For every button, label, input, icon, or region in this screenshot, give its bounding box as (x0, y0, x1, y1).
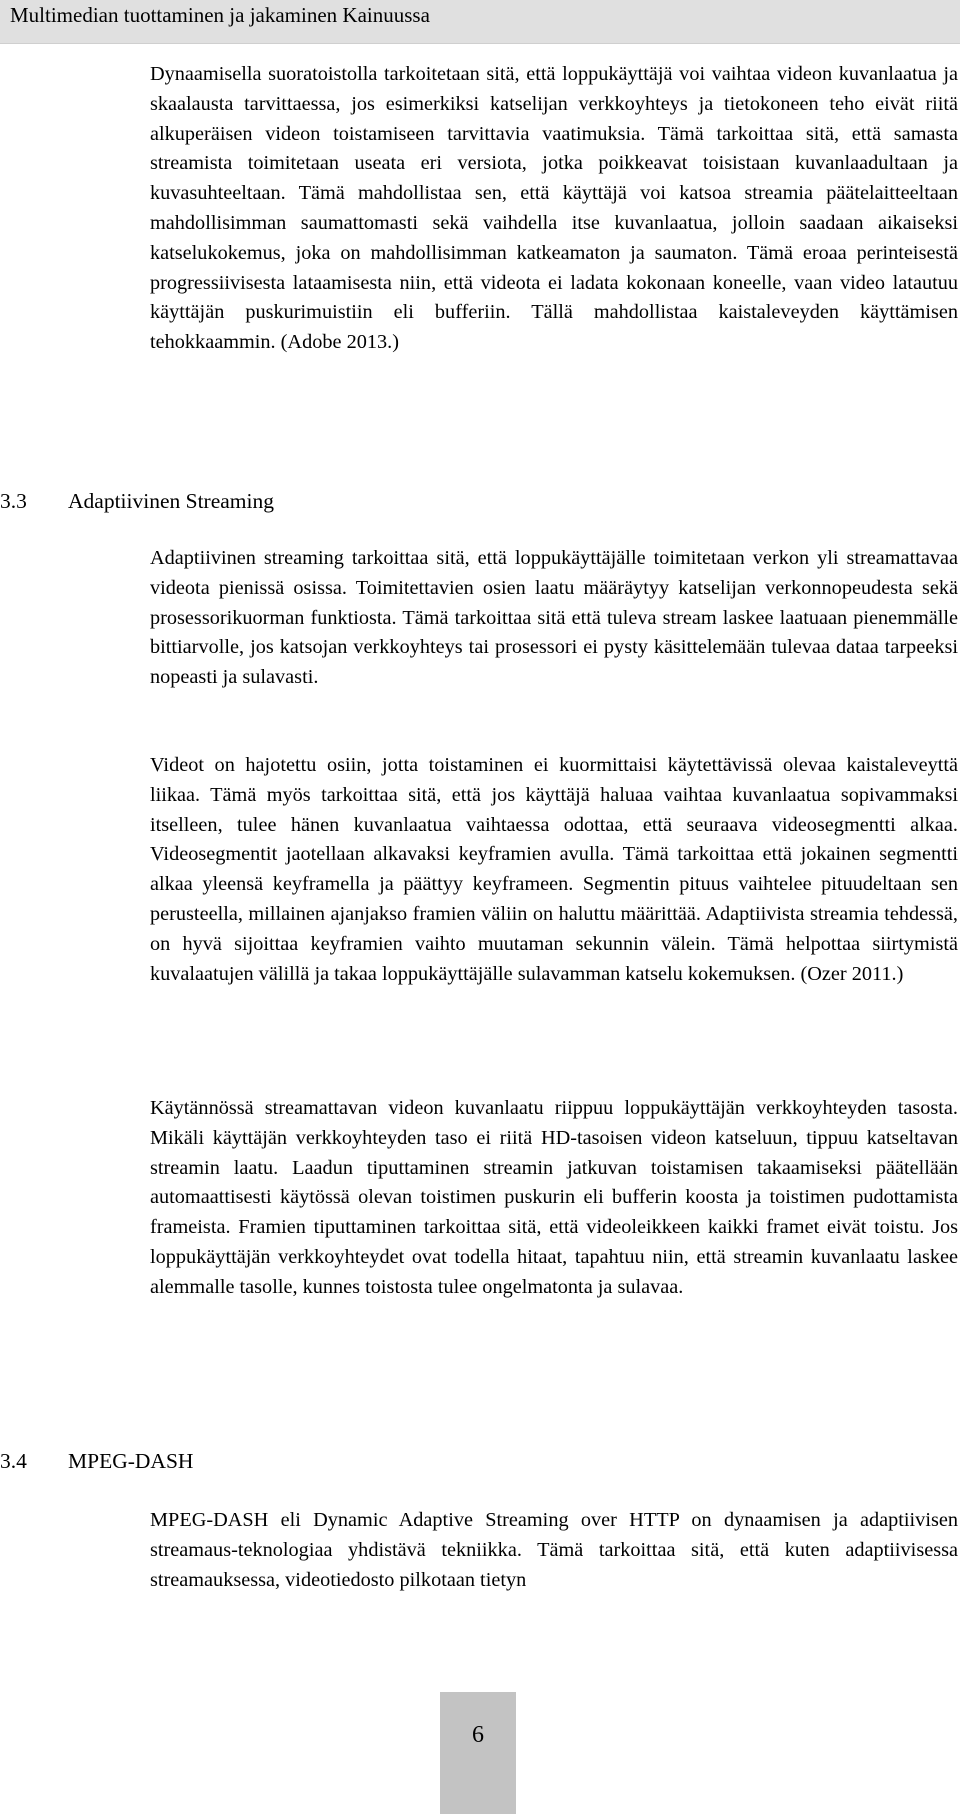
section-number: 3.4 (0, 1449, 27, 1473)
page-number: 6 (472, 1722, 484, 1748)
section-title: MPEG-DASH (68, 1449, 194, 1473)
running-title: Multimedian tuottaminen ja jakaminen Kainuussa (10, 3, 430, 27)
paragraph-practical-quality: Käytännössä streamattavan videon kuvanlaatu riippuu loppukäyttäjän verkkoyhteyden tasosta. Mikäli käyttäjän verkkoyhteyden taso ei riitä HD-tasoisen videon katseluun, tippuu katseltavan streamin laatu. Laadun tiputtaminen streamin jatkuvan toistamisen takaamiseksi päätellään automaattisesti käytössä olevan toistimen puskurin eli bufferin koosta ja toistimen pudottamista frameista. Framien tiputtaminen tarkoittaa sitä, että videoleikkeen kaikki framet eivät toistu. Jos loppukäyttäjän verkkoyhteydet ovat todella hitaat, tapahtuu niin, että streamin kuvanlaatu laskee alemmalle tasolle, kunnes toistosta tulee ongelmatonta ja sulavaa. (150, 1097, 958, 1298)
paragraph-mpeg-dash: MPEG-DASH eli Dynamic Adaptive Streaming over HTTP on dynaamisen ja adaptiivisen streamaus-teknologiaa yhdistävä tekniikka. Tämä tarkoittaa sitä, että kuten adaptiivisessa streamauksessa, videotiedosto pilkotaan tietyn (150, 1509, 958, 1591)
paragraph-dynamic-streaming: Dynaamisella suoratoistolla tarkoitetaan sitä, että loppukäyttäjä voi vaihtaa videon kuvanlaatua ja skaalausta tarvittaessa, jos esimerkiksi katselijan verkkoyhteys ja tietokoneen teho eivät riitä alkuperäisen videon toistamiseen tarvittavia vaatimuksia. Tämä tarkoittaa sitä, että samasta streamista toimitetaan useata eri versiota, jotka poikkeavat toisistaan kuvanlaadultaan ja kuvasuhteeltaan. Tämä mahdollistaa sen, että käyttäjä voi katsoa streamia päätelaitteeltaan mahdollisimman saumattomasti sekä vaihdella itse kuvanlaatua, jolloin saadaan aikaiseksi katselukokemus, joka on mahdollisimman katkeamaton ja saumaton. Tämä eroaa perinteisestä progressiivisesta lataamisesta niin, että videota ei ladata kokonaan koneelle, vaan video latautuu käyttäjän puskurimuistiin eli bufferiin. Tällä mahdollistaa kaistaleveyden käyttämisen tehokkaammin. (Adobe 2013.) (150, 63, 958, 354)
section-title: Adaptiivinen Streaming (68, 489, 275, 513)
paragraph-adaptive-streaming: Adaptiivinen streaming tarkoittaa sitä, että loppukäyttäjälle toimitetaan verkon yli streamattavaa videota pienissä osissa. Toimitettavien osien laatu määräytyy katselijan verkonnopeudesta sekä prosessorikuorman funktiosta. Tämä tarkoittaa sitä että tuleva stream laskee laatuaan pienemmälle bittiarvolle, jos katsojan verkkoyhteys tai prosessori ei pysty käsittelemään tulevaa dataa tarpeeksi nopeasti ja sulavasti. (150, 547, 958, 689)
running-header (0, 0, 960, 44)
paragraph-video-segments: Videot on hajotettu osiin, jotta toistaminen ei kuormittaisi käytettävissä olevaa kaistaleveyttä liikaa. Tämä myös tarkoittaa sitä, että jos käyttäjä haluaa vaihtaa kuvanlaatua sopivammaksi itselleen, tulee hänen kuvanlaatua vaihtaessa odottaa, että seuraava videosegmentti alkaa. Videosegmentit jaotellaan alkavaksi keyframien avulla. Tämä tarkoittaa että jokainen segmentti alkaa yleensä keyframella ja päättyy keyframeen. Segmentin pituus vaihtelee pituudeltaan sen perusteella, millainen ajanjakso framien väliin on haluttu määrittää. Adaptiivista streamia tehdessä, on hyvä sijoittaa keyframien vaihto muutaman sekunnin välein. Tämä helpottaa siirtymistä kuvalaatujen välillä ja takaa loppukäyttäjälle sulavamman katselu kokemuksen. (Ozer 2011.) (150, 754, 958, 985)
section-number: 3.3 (0, 489, 27, 513)
page-number-box (440, 1692, 516, 1814)
